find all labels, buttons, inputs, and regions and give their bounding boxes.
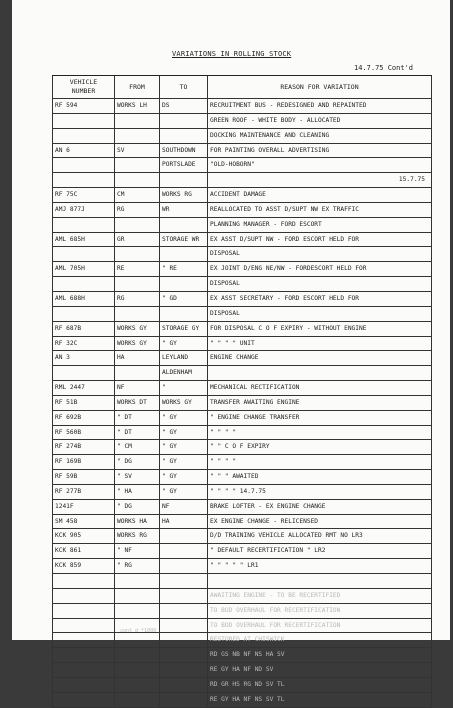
- vehicle-cell: RF 687B: [52, 322, 114, 336]
- table-row: [52, 411, 432, 426]
- reason-cell: " ENGINE CHANGE TRANSFER: [207, 411, 432, 425]
- from-cell: [114, 633, 159, 647]
- reason-cell: RESTORED AT CHISWICK: [207, 633, 432, 647]
- table-row: [52, 485, 432, 500]
- header-to: TO: [159, 76, 207, 98]
- table-row: [52, 203, 432, 218]
- vehicle-cell: AN 3: [52, 351, 114, 365]
- vehicle-cell: [52, 173, 114, 187]
- vehicle-cell: KCK 861: [52, 544, 114, 558]
- to-cell: [159, 604, 207, 618]
- from-cell: " DT: [114, 426, 159, 440]
- to-cell: " GD: [159, 292, 207, 306]
- table-row: [52, 114, 432, 129]
- from-cell: GR: [114, 233, 159, 247]
- to-cell: NF: [159, 500, 207, 514]
- from-cell: SV: [114, 144, 159, 158]
- table-row: [52, 693, 432, 708]
- table-row: [52, 337, 432, 352]
- reason-cell: " " C O F EXPIRY: [207, 440, 432, 454]
- to-cell: [159, 619, 207, 633]
- reason-cell: RE GY HA NF NS SV TL: [207, 693, 432, 707]
- from-cell: [114, 114, 159, 128]
- header-from: FROM: [114, 76, 159, 98]
- table-row: [52, 515, 432, 530]
- vehicle-cell: AN 6: [52, 144, 114, 158]
- reason-cell: AWAITING ENGINE - TO BE RECERTIFIED: [207, 589, 432, 603]
- reason-cell: PLANNING MANAGER - FORD ESCORT: [207, 218, 432, 232]
- vehicle-cell: RF 32C: [52, 337, 114, 351]
- vehicle-cell: [52, 158, 114, 172]
- reason-cell: 15.7.75: [207, 173, 432, 187]
- from-cell: " NF: [114, 544, 159, 558]
- vehicle-cell: RF 274B: [52, 440, 114, 454]
- from-cell: WORKS LH: [114, 99, 159, 113]
- reason-cell: " " " " " LR1: [207, 559, 432, 573]
- vehicle-cell: RF 59B: [52, 470, 114, 484]
- reason-cell: REALLOCATED TO ASST D/SUPT NW EX TRAFFIC: [207, 203, 432, 217]
- from-cell: [114, 693, 159, 707]
- to-cell: [159, 277, 207, 291]
- from-cell: [114, 648, 159, 662]
- reason-cell: " DEFAULT RECERTIFICATION " LR2: [207, 544, 432, 558]
- to-cell: [159, 114, 207, 128]
- from-cell: " HA: [114, 485, 159, 499]
- table-row: [52, 381, 432, 396]
- vehicle-cell: RF 560B: [52, 426, 114, 440]
- from-cell: CM: [114, 188, 159, 202]
- reason-cell: DISPOSAL: [207, 307, 432, 321]
- date-continued: 14.7.75 Cont'd: [354, 64, 414, 72]
- table-row: [52, 559, 432, 574]
- to-cell: ALDENHAM: [159, 366, 207, 380]
- footer-note: cont d *1000: [120, 628, 157, 634]
- vehicle-cell: RF 692B: [52, 411, 114, 425]
- from-cell: [114, 366, 159, 380]
- from-cell: " DT: [114, 411, 159, 425]
- to-cell: STORAGE WR: [159, 233, 207, 247]
- reason-cell: " " " " UNIT: [207, 337, 432, 351]
- to-cell: " GY: [159, 426, 207, 440]
- table-row: [52, 440, 432, 455]
- to-cell: SOUTHDOWN: [159, 144, 207, 158]
- table-row: [52, 307, 432, 322]
- reason-cell: BRAKE LOFTER - EX ENGINE CHANGE: [207, 500, 432, 514]
- from-cell: [114, 277, 159, 291]
- vehicle-cell: [52, 114, 114, 128]
- from-cell: WORKS GY: [114, 322, 159, 336]
- reason-cell: EX ASST SECRETARY - FORD ESCORT HELD FOR: [207, 292, 432, 306]
- vehicle-cell: AMJ 877J: [52, 203, 114, 217]
- reason-cell: DOCKING MAINTENANCE AND CLEANING: [207, 129, 432, 143]
- to-cell: [159, 633, 207, 647]
- from-cell: " CM: [114, 440, 159, 454]
- from-cell: " DG: [114, 455, 159, 469]
- document-title: VARIATIONS IN ROLLING STOCK: [172, 50, 292, 58]
- to-cell: " GY: [159, 411, 207, 425]
- reason-cell: "OLD-HOBORN": [207, 158, 432, 172]
- vehicle-cell: [52, 678, 114, 692]
- table-row: [52, 233, 432, 248]
- reason-cell: ACCIDENT DAMAGE: [207, 188, 432, 202]
- vehicle-cell: 1241F: [52, 500, 114, 514]
- to-cell: [159, 678, 207, 692]
- to-cell: [159, 693, 207, 707]
- vehicle-cell: [52, 307, 114, 321]
- reason-cell: " " " ": [207, 455, 432, 469]
- reason-cell: TO BOD OVERHAUL FOR RECERTIFICATION: [207, 619, 432, 633]
- reason-cell: EX JOINT D/ENG NE/NW - FORDESCORT HELD FOR: [207, 262, 432, 276]
- table-row: [52, 247, 432, 262]
- from-cell: [114, 158, 159, 172]
- to-cell: [159, 663, 207, 677]
- table-row: [52, 529, 432, 544]
- table-row: [52, 544, 432, 559]
- to-cell: DS: [159, 99, 207, 113]
- vehicle-cell: RF 51B: [52, 396, 114, 410]
- variations-table: [52, 75, 432, 708]
- vehicle-cell: [52, 619, 114, 633]
- vehicle-cell: RML 2447: [52, 381, 114, 395]
- to-cell: WORKS RG: [159, 188, 207, 202]
- reason-cell: ENGINE CHANGE: [207, 351, 432, 365]
- to-cell: " GY: [159, 485, 207, 499]
- from-cell: [114, 218, 159, 232]
- to-cell: " GY: [159, 470, 207, 484]
- to-cell: STORAGE GY: [159, 322, 207, 336]
- reason-cell: DISPOSAL: [207, 247, 432, 261]
- vehicle-cell: [52, 574, 114, 588]
- reason-cell: GREEN ROOF - WHITE BODY - ALLOCATED: [207, 114, 432, 128]
- table-row: [52, 426, 432, 441]
- reason-cell: [207, 574, 432, 588]
- table-row: [52, 188, 432, 203]
- table-row: [52, 589, 432, 604]
- reason-cell: RE GY HA NF ND SV: [207, 663, 432, 677]
- from-cell: RE: [114, 262, 159, 276]
- from-cell: " SV: [114, 470, 159, 484]
- to-cell: [159, 544, 207, 558]
- to-cell: " RE: [159, 262, 207, 276]
- from-cell: " RG: [114, 559, 159, 573]
- to-cell: [159, 529, 207, 543]
- vehicle-cell: [52, 277, 114, 291]
- from-cell: [114, 247, 159, 261]
- table-row: [52, 292, 432, 307]
- reason-cell: " " " " 14.7.75: [207, 485, 432, 499]
- table-row: [52, 500, 432, 515]
- reason-cell: TO BOD OVERHAUL FOR RECERTIFICATION: [207, 604, 432, 618]
- vehicle-cell: KCK 905: [52, 529, 114, 543]
- to-cell: [159, 648, 207, 662]
- table-row: [52, 262, 432, 277]
- table-row: [52, 455, 432, 470]
- table-row: [52, 129, 432, 144]
- from-cell: RG: [114, 292, 159, 306]
- vehicle-cell: [52, 604, 114, 618]
- to-cell: [159, 589, 207, 603]
- table-row: [52, 277, 432, 292]
- from-cell: WORKS RG: [114, 529, 159, 543]
- to-cell: [159, 559, 207, 573]
- table-row: [52, 158, 432, 173]
- table-row: [52, 322, 432, 337]
- reason-cell: [207, 366, 432, 380]
- from-cell: HA: [114, 351, 159, 365]
- to-cell: [159, 173, 207, 187]
- reason-cell: MECHANICAL RECTIFICATION: [207, 381, 432, 395]
- from-cell: RG: [114, 203, 159, 217]
- to-cell: HA: [159, 515, 207, 529]
- table-row: [52, 99, 432, 114]
- from-cell: [114, 173, 159, 187]
- reason-cell: FOR PAINTING OVERALL ADVERTISING: [207, 144, 432, 158]
- header-vehicle-number: VEHICLE NUMBER: [52, 76, 114, 98]
- to-cell: [159, 218, 207, 232]
- to-cell: " GY: [159, 440, 207, 454]
- vehicle-cell: [52, 663, 114, 677]
- table-row: [52, 366, 432, 381]
- reason-cell: DISPOSAL: [207, 277, 432, 291]
- vehicle-cell: [52, 633, 114, 647]
- table-row: [52, 396, 432, 411]
- from-cell: [114, 678, 159, 692]
- to-cell: WR: [159, 203, 207, 217]
- table-row: [52, 633, 432, 648]
- table-row: [52, 663, 432, 678]
- from-cell: [114, 129, 159, 143]
- vehicle-cell: [52, 366, 114, 380]
- reason-cell: RD GS NB NF NS HA SV: [207, 648, 432, 662]
- to-cell: LEYLAND: [159, 351, 207, 365]
- table-row: [52, 351, 432, 366]
- table-row: [52, 470, 432, 485]
- vehicle-cell: RF 277B: [52, 485, 114, 499]
- table-header: [52, 75, 432, 99]
- to-cell: WORKS GY: [159, 396, 207, 410]
- from-cell: WORKS HA: [114, 515, 159, 529]
- to-cell: " GY: [159, 455, 207, 469]
- reason-cell: D/D TRAINING VEHICLE ALLOCATED RMT NO LR3: [207, 529, 432, 543]
- vehicle-cell: [52, 247, 114, 261]
- to-cell: [159, 247, 207, 261]
- vehicle-cell: RF 594: [52, 99, 114, 113]
- vehicle-cell: [52, 218, 114, 232]
- vehicle-cell: [52, 693, 114, 707]
- from-cell: [114, 604, 159, 618]
- reason-cell: " " " ": [207, 426, 432, 440]
- table-row: [52, 678, 432, 693]
- vehicle-cell: KCK 859: [52, 559, 114, 573]
- reason-cell: EX ASST D/SUPT NW - FORD ESCORT HELD FOR: [207, 233, 432, 247]
- to-cell: ": [159, 381, 207, 395]
- table-row: [52, 619, 432, 634]
- table-row: [52, 173, 432, 188]
- from-cell: WORKS GY: [114, 337, 159, 351]
- to-cell: " GY: [159, 337, 207, 351]
- reason-cell: " " " AWAITED: [207, 470, 432, 484]
- to-cell: [159, 129, 207, 143]
- vehicle-cell: RF 75C: [52, 188, 114, 202]
- vehicle-cell: RF 169B: [52, 455, 114, 469]
- reason-cell: RECRUITMENT BUS - REDESIGNED AND REPAINTED: [207, 99, 432, 113]
- reason-cell: TRANSFER AWAITING ENGINE: [207, 396, 432, 410]
- from-cell: NF: [114, 381, 159, 395]
- from-cell: WORKS DT: [114, 396, 159, 410]
- table-row: [52, 604, 432, 619]
- reason-cell: EX ENGINE CHANGE - RELICENSED: [207, 515, 432, 529]
- from-cell: [114, 574, 159, 588]
- from-cell: [114, 307, 159, 321]
- vehicle-cell: [52, 648, 114, 662]
- to-cell: [159, 307, 207, 321]
- vehicle-cell: AML 685H: [52, 233, 114, 247]
- header-reason: REASON FOR VARIATION: [207, 76, 432, 98]
- vehicle-cell: [52, 589, 114, 603]
- reason-cell: RD GR HS RG ND SV TL: [207, 678, 432, 692]
- reason-cell: FOR DISPOSAL C O F EXPIRY - WITHOUT ENGINE: [207, 322, 432, 336]
- from-cell: " DG: [114, 500, 159, 514]
- vehicle-cell: AML 688H: [52, 292, 114, 306]
- from-cell: [114, 663, 159, 677]
- to-cell: [159, 574, 207, 588]
- vehicle-cell: [52, 129, 114, 143]
- table-row: [52, 218, 432, 233]
- to-cell: PORTSLADE: [159, 158, 207, 172]
- table-row: [52, 574, 432, 589]
- vehicle-cell: SM 458: [52, 515, 114, 529]
- table-row: [52, 648, 432, 663]
- from-cell: [114, 589, 159, 603]
- vehicle-cell: AML 705H: [52, 262, 114, 276]
- table-row: [52, 144, 432, 159]
